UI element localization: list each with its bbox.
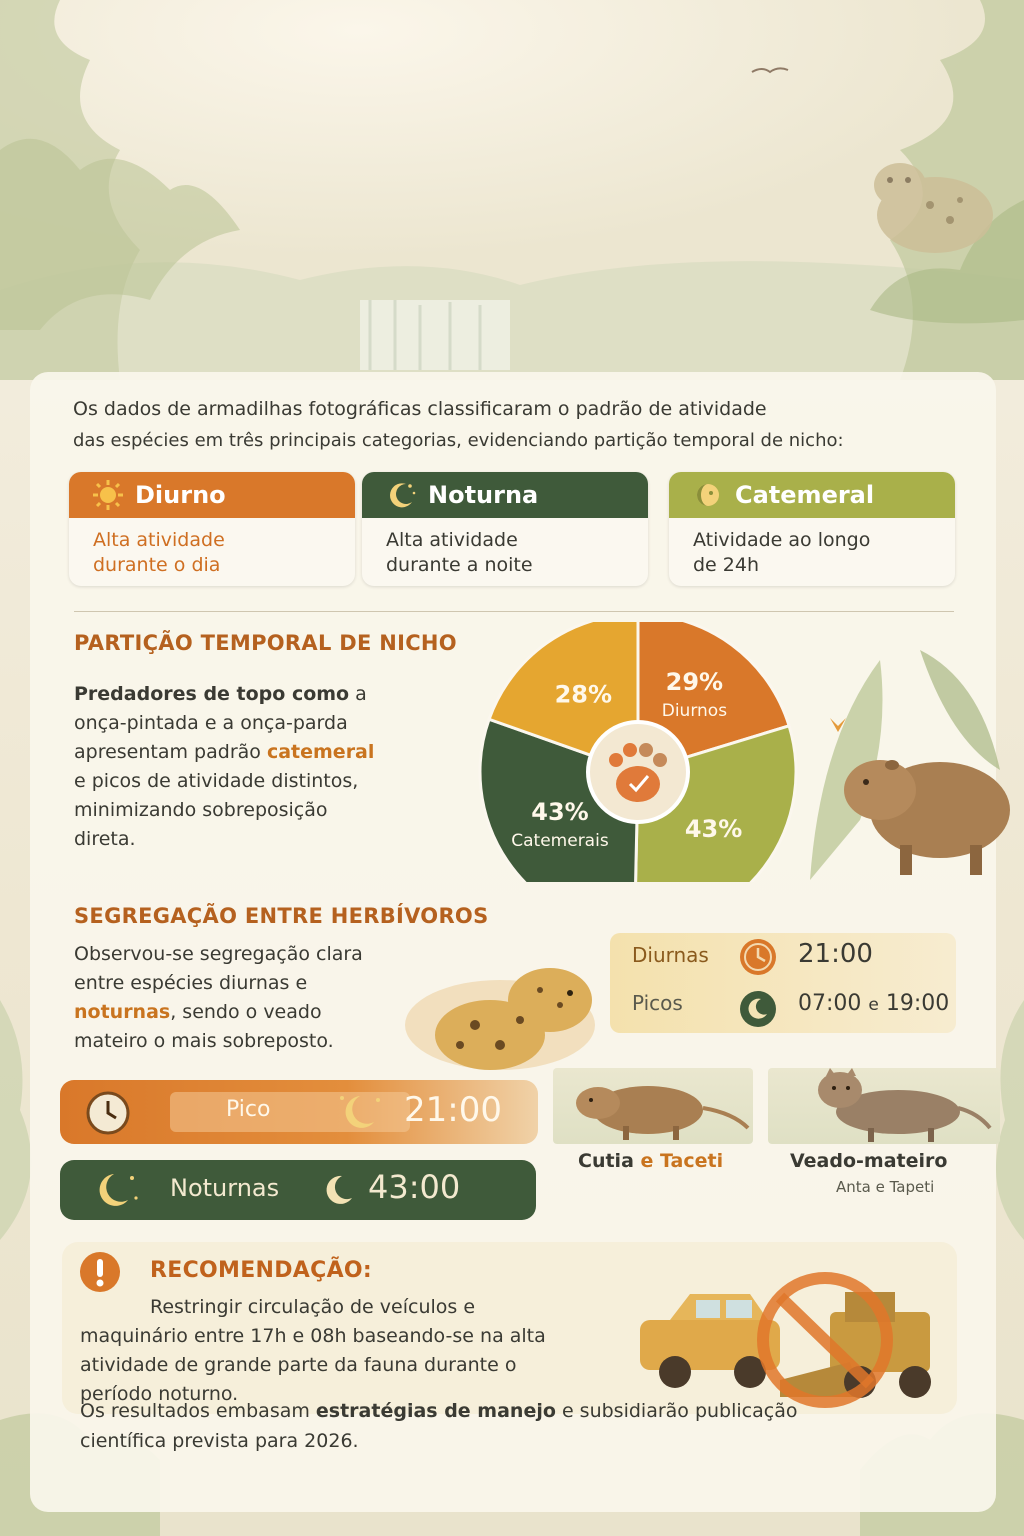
category-card-catemeral xyxy=(669,472,955,586)
category-card-noturna xyxy=(362,472,648,586)
animal-label-veado: Veado-mateiro xyxy=(790,1150,948,1172)
partition-text xyxy=(74,680,434,854)
clock-icon xyxy=(738,937,778,981)
timecard-row2-label: Picos xyxy=(632,991,683,1015)
moon-stars-icon xyxy=(86,1168,146,1216)
category-desc-line-2: de 24h xyxy=(693,554,760,576)
capybara-illustration xyxy=(800,620,1024,890)
warning-icon xyxy=(78,1250,122,1298)
peak-time-card xyxy=(610,933,956,1033)
animal-sublabel: Anta e Tapeti xyxy=(836,1178,935,1196)
nocturnal-pill xyxy=(60,1160,536,1220)
herbivores-text xyxy=(74,940,434,1056)
nocturnal-time: 43:00 xyxy=(368,1168,461,1206)
footer-post: e subsidiarão publicação xyxy=(555,1400,798,1422)
category-desc-line-1: Atividade ao longo xyxy=(693,529,871,551)
category-title: Catemeral xyxy=(735,481,875,509)
partition-text-bold: Predadores de topo como xyxy=(74,683,350,705)
partition-text-line: e picos de atividade distintos, xyxy=(74,770,359,792)
veado-image xyxy=(768,1068,1000,1144)
timecard-row2-times xyxy=(798,991,949,1016)
nocturnal-label: Noturnas xyxy=(170,1174,280,1202)
animal-label-cutia xyxy=(578,1150,723,1172)
category-card-diurno xyxy=(69,472,355,586)
peak-time: 21:00 xyxy=(404,1090,502,1130)
footer-line-2: científica prevista para 2026. xyxy=(80,1430,359,1452)
clock-icon xyxy=(80,1090,136,1140)
category-desc-line-2: durante o dia xyxy=(93,554,221,576)
category-desc-line-1: Alta atividade xyxy=(93,529,225,551)
intro-text xyxy=(73,394,973,456)
category-header-catemeral xyxy=(669,472,955,518)
partition-text-line: direta. xyxy=(74,828,136,850)
peak-label: Pico xyxy=(226,1097,271,1122)
recommendation-line: período noturno. xyxy=(80,1383,239,1405)
herbivores-line: Observou-se segregação clara xyxy=(74,943,363,965)
jaguar-head-illustration xyxy=(400,955,610,1080)
timecard-time-a: 07:00 xyxy=(798,991,862,1016)
sun-moon-icon xyxy=(691,478,725,512)
cutia-image xyxy=(553,1068,753,1144)
category-desc-line-1: Alta atividade xyxy=(386,529,518,551)
moon-icon xyxy=(322,1172,358,1212)
category-desc-line-2: durante a noite xyxy=(386,554,533,576)
category-header-diurno xyxy=(69,472,355,518)
pie-value-label: 28% xyxy=(554,680,613,709)
sun-icon xyxy=(91,478,125,512)
timecard-time-b: 19:00 xyxy=(885,991,950,1016)
herbivores-title: SEGREGAÇÃO ENTRE HERBÍVOROS xyxy=(74,904,489,928)
moon-stars-icon xyxy=(330,1090,390,1138)
partition-title: PARTIÇÃO TEMPORAL DE NICHO xyxy=(74,631,457,655)
recommendation-line: Restringir circulação de veículos e xyxy=(150,1296,476,1318)
herbivores-highlight: noturnas xyxy=(74,1001,171,1023)
recommendation-text xyxy=(80,1293,620,1409)
partition-text-line: onça-pintada e a onça-parda xyxy=(74,712,348,734)
partition-text-line: apresentam padrão xyxy=(74,741,267,763)
moon-icon xyxy=(738,989,778,1033)
herbivores-line: mateiro o mais sobreposto. xyxy=(74,1030,334,1052)
intro-line-2: das espécies em três principais categorias, evidenciando partição temporal de nicho: xyxy=(73,430,844,451)
intro-line-1: Os dados de armadilhas fotográficas classificaram o padrão de atividade xyxy=(73,398,767,420)
recommendation-title: RECOMENDAÇÃO: xyxy=(150,1258,373,1283)
category-header-noturna xyxy=(362,472,648,518)
timecard-row1-label: Diurnas xyxy=(632,943,709,967)
moon-stars-icon xyxy=(384,478,418,512)
timecard-row1-time: 21:00 xyxy=(798,939,873,969)
pie-value-label: 29% xyxy=(665,667,724,696)
section-divider xyxy=(74,611,954,612)
recommendation-line: maquinário entre 17h e 08h baseando-se na alta xyxy=(80,1325,546,1347)
footer-text xyxy=(80,1396,960,1456)
herbivores-line: entre espécies diurnas e xyxy=(74,972,308,994)
footer-bold: estratégias de manejo xyxy=(315,1400,556,1422)
partition-text-line: minimizando sobreposição xyxy=(74,799,328,821)
animal-name-highlight: e Taceti xyxy=(633,1150,724,1172)
peak-time-pill xyxy=(60,1080,538,1144)
pie-category-label: Catemerais xyxy=(511,830,609,851)
partition-text-rest: a xyxy=(349,683,367,705)
category-title: Noturna xyxy=(428,481,539,509)
category-title: Diurno xyxy=(135,481,226,509)
partition-highlight: catemeral xyxy=(266,741,375,763)
footer-pre: Os resultados embasam xyxy=(80,1400,316,1422)
animal-name: Cutia xyxy=(578,1150,634,1172)
activity-pie-chart xyxy=(478,622,798,882)
pie-value-label: 43% xyxy=(684,815,743,844)
pie-category-label: Diurnos xyxy=(661,700,728,721)
pie-value-label: 43% xyxy=(531,797,589,826)
no-vehicles-illustration xyxy=(630,1262,960,1412)
recommendation-line: atividade de grande parte da fauna durante o xyxy=(80,1354,517,1376)
herbivores-line: , sendo o veado xyxy=(170,1001,322,1023)
timecard-and: e xyxy=(868,995,879,1015)
